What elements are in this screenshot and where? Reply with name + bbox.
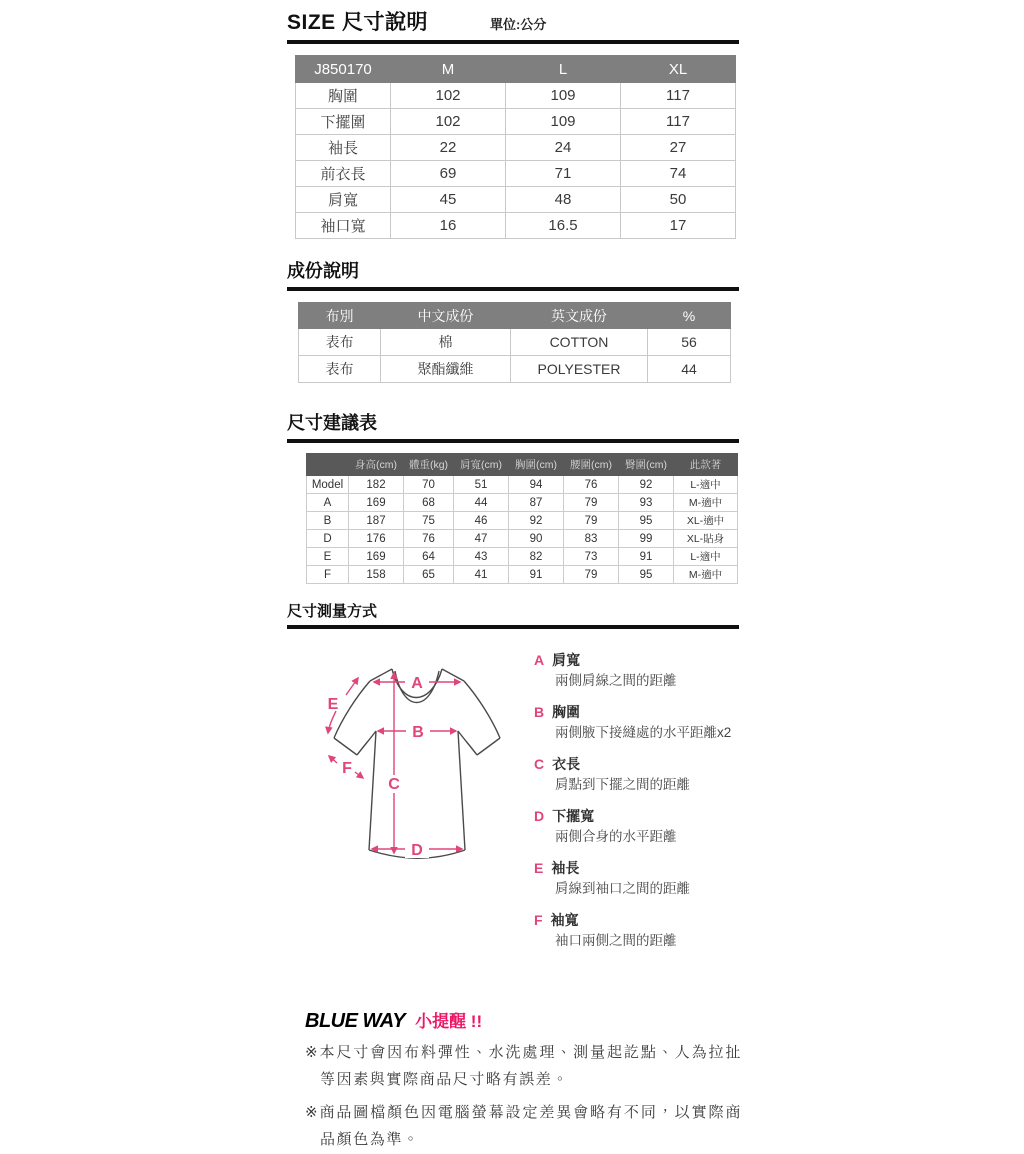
cell: POLYESTER	[511, 356, 648, 383]
cell: 79	[564, 494, 619, 512]
cell: 73	[564, 548, 619, 566]
measure-arrow-f-right	[355, 772, 363, 778]
cell: 109	[506, 83, 621, 109]
col-fit: 此款著	[674, 454, 738, 476]
cell: 109	[506, 109, 621, 135]
size-col-l: L	[506, 56, 621, 83]
size-table-product-code: J850170	[296, 56, 391, 83]
table-row	[296, 213, 736, 239]
cell: 91	[619, 548, 674, 566]
diagram-label-e: E	[327, 696, 339, 713]
cell: 79	[564, 512, 619, 530]
product-size-info	[287, 6, 742, 1154]
cell: 70	[404, 476, 454, 494]
cell: 16	[391, 213, 506, 239]
measure-definition-d	[534, 807, 739, 845]
def-letter: E	[534, 860, 544, 876]
cell: 99	[619, 530, 674, 548]
measure-definitions	[534, 651, 739, 963]
cell: 65	[404, 566, 454, 584]
cell-fit: M-適中	[674, 494, 738, 512]
cell: 75	[404, 512, 454, 530]
cell: 棉	[381, 329, 511, 356]
cell: 17	[621, 213, 736, 239]
size-section-header	[287, 6, 739, 44]
cell-fit: L-適中	[674, 476, 738, 494]
cell: 44	[454, 494, 509, 512]
suggestion-header-row	[307, 454, 738, 476]
tshirt-outline	[334, 669, 500, 858]
def-letter: D	[534, 808, 545, 824]
cell: 47	[454, 530, 509, 548]
cell: 169	[349, 548, 404, 566]
cell: 91	[509, 566, 564, 584]
composition-title: 成份說明	[287, 261, 359, 281]
diagram-letters	[328, 675, 424, 859]
diagram-label-a: A	[411, 675, 423, 692]
def-term: 肩寬	[552, 652, 581, 668]
suggestion-table	[306, 453, 738, 584]
row-label: 下擺圍	[296, 109, 391, 135]
reminder-label: 小提醒 !!	[415, 1012, 483, 1031]
row-label: 肩寬	[296, 187, 391, 213]
suggestion-section-header	[287, 409, 739, 443]
cell: 51	[454, 476, 509, 494]
footer-note-2: ※商品圖檔顏色因電腦螢幕設定差異會略有不同，以實際商品顏色為準。	[305, 1104, 742, 1149]
col-weight: 體重(kg)	[404, 454, 454, 476]
def-desc: 兩側腋下接縫處的水平距離x2	[555, 725, 732, 740]
size-section-title: SIZE 尺寸說明	[287, 11, 429, 34]
cell: B	[307, 512, 349, 530]
def-term: 胸圍	[552, 704, 581, 720]
cell: A	[307, 494, 349, 512]
cell: 表布	[299, 356, 381, 383]
cell: 44	[648, 356, 731, 383]
cell-fit: XL-適中	[674, 512, 738, 530]
unit-label: 單位:公分	[490, 17, 547, 32]
cell: 24	[506, 135, 621, 161]
composition-section	[287, 257, 739, 383]
brand-logo-text: BLUE WAY	[305, 1010, 406, 1032]
size-col-xl: XL	[621, 56, 736, 83]
cell: 83	[564, 530, 619, 548]
measure-section	[287, 600, 739, 963]
col-hip: 臀圍(cm)	[619, 454, 674, 476]
cell: 76	[404, 530, 454, 548]
footer-reminder	[305, 1007, 742, 1154]
cell: 22	[391, 135, 506, 161]
col-fabric: 布別	[299, 303, 381, 329]
cell: 169	[349, 494, 404, 512]
def-desc: 兩側肩線之間的距離	[555, 673, 677, 688]
col-chest: 胸圍(cm)	[509, 454, 564, 476]
table-row	[299, 356, 731, 383]
def-letter: B	[534, 704, 545, 720]
def-desc: 肩點到下擺之間的距離	[555, 777, 690, 792]
col-percent: %	[648, 303, 731, 329]
col-height: 身高(cm)	[349, 454, 404, 476]
cell: COTTON	[511, 329, 648, 356]
def-desc: 肩線到袖口之間的距離	[555, 881, 690, 896]
table-row	[296, 109, 736, 135]
cell: 93	[619, 494, 674, 512]
size-col-m: M	[391, 56, 506, 83]
cell: 45	[391, 187, 506, 213]
measure-definition-c	[534, 755, 739, 793]
table-row	[296, 135, 736, 161]
cell: 表布	[299, 329, 381, 356]
cell: D	[307, 530, 349, 548]
brand-line	[305, 1007, 742, 1033]
table-row	[307, 530, 738, 548]
diagram-label-c: C	[388, 776, 400, 793]
table-row	[299, 329, 731, 356]
cell: 56	[648, 329, 731, 356]
size-table	[295, 55, 736, 239]
cell: 聚酯纖維	[381, 356, 511, 383]
table-row	[307, 512, 738, 530]
cell: 82	[509, 548, 564, 566]
measure-arrow-e-up	[346, 678, 358, 695]
cell: 69	[391, 161, 506, 187]
cell: 76	[564, 476, 619, 494]
size-table-header-row	[296, 56, 736, 83]
table-row	[307, 566, 738, 584]
table-row	[307, 494, 738, 512]
cell: 94	[509, 476, 564, 494]
cell: Model	[307, 476, 349, 494]
tshirt-diagram-svg	[315, 643, 520, 883]
measure-definition-a	[534, 651, 739, 689]
cell: 71	[506, 161, 621, 187]
cell: 41	[454, 566, 509, 584]
cell-fit: M-適中	[674, 566, 738, 584]
measure-definition-e	[534, 859, 739, 897]
def-letter: F	[534, 912, 543, 928]
cell: 95	[619, 566, 674, 584]
def-desc: 袖口兩側之間的距離	[555, 933, 677, 948]
composition-section-header	[287, 257, 739, 291]
cell: 74	[621, 161, 736, 187]
measure-arrow-f-left	[329, 756, 337, 763]
col-waist: 腰圍(cm)	[564, 454, 619, 476]
def-term: 袖寬	[550, 912, 579, 928]
cell: 158	[349, 566, 404, 584]
cell-fit: L-適中	[674, 548, 738, 566]
footer-note-1: ※本尺寸會因布料彈性、水洗處理、測量起訖點、人為拉扯等因素與實際商品尺寸略有誤差。	[305, 1044, 742, 1088]
tshirt-diagram	[315, 643, 520, 963]
col-cn-composition: 中文成份	[381, 303, 511, 329]
table-row	[307, 476, 738, 494]
cell: 87	[509, 494, 564, 512]
table-row	[296, 83, 736, 109]
table-row	[296, 161, 736, 187]
cell: 182	[349, 476, 404, 494]
cell: 102	[391, 109, 506, 135]
cell: 27	[621, 135, 736, 161]
cell: 90	[509, 530, 564, 548]
col-en-composition: 英文成份	[511, 303, 648, 329]
col-blank	[307, 454, 349, 476]
measure-definition-f	[534, 911, 739, 949]
def-term: 袖長	[551, 860, 580, 876]
table-row	[307, 548, 738, 566]
measure-definition-b	[534, 703, 739, 741]
diagram-label-f: F	[342, 760, 352, 777]
suggestion-section	[287, 409, 739, 584]
cell: 187	[349, 512, 404, 530]
cell: 68	[404, 494, 454, 512]
def-desc: 兩側合身的水平距離	[555, 829, 677, 844]
cell: E	[307, 548, 349, 566]
cell: 46	[454, 512, 509, 530]
composition-table	[298, 302, 731, 383]
measure-section-header	[287, 600, 739, 629]
cell: 50	[621, 187, 736, 213]
measure-title: 尺寸測量方式	[287, 603, 378, 620]
suggestion-title: 尺寸建議表	[287, 413, 377, 433]
row-label: 袖長	[296, 135, 391, 161]
measure-content	[287, 643, 739, 963]
cell-fit: XL-貼身	[674, 530, 738, 548]
cell: 79	[564, 566, 619, 584]
col-shoulder: 肩寬(cm)	[454, 454, 509, 476]
composition-header-row	[299, 303, 731, 329]
cell: 95	[619, 512, 674, 530]
def-term: 下擺寬	[552, 808, 595, 824]
cell: 43	[454, 548, 509, 566]
cell: 92	[619, 476, 674, 494]
cell: F	[307, 566, 349, 584]
def-term: 衣長	[552, 756, 581, 772]
cell: 92	[509, 512, 564, 530]
cell: 64	[404, 548, 454, 566]
measure-arrow-e-down	[328, 711, 336, 733]
row-label: 前衣長	[296, 161, 391, 187]
def-letter: C	[534, 756, 545, 772]
cell: 176	[349, 530, 404, 548]
table-row	[296, 187, 736, 213]
def-letter: A	[534, 652, 545, 668]
cell: 48	[506, 187, 621, 213]
cell: 117	[621, 83, 736, 109]
cell: 16.5	[506, 213, 621, 239]
row-label: 袖口寬	[296, 213, 391, 239]
cell: 117	[621, 109, 736, 135]
diagram-label-d: D	[411, 842, 423, 859]
row-label: 胸圍	[296, 83, 391, 109]
diagram-label-b: B	[412, 724, 424, 741]
cell: 102	[391, 83, 506, 109]
